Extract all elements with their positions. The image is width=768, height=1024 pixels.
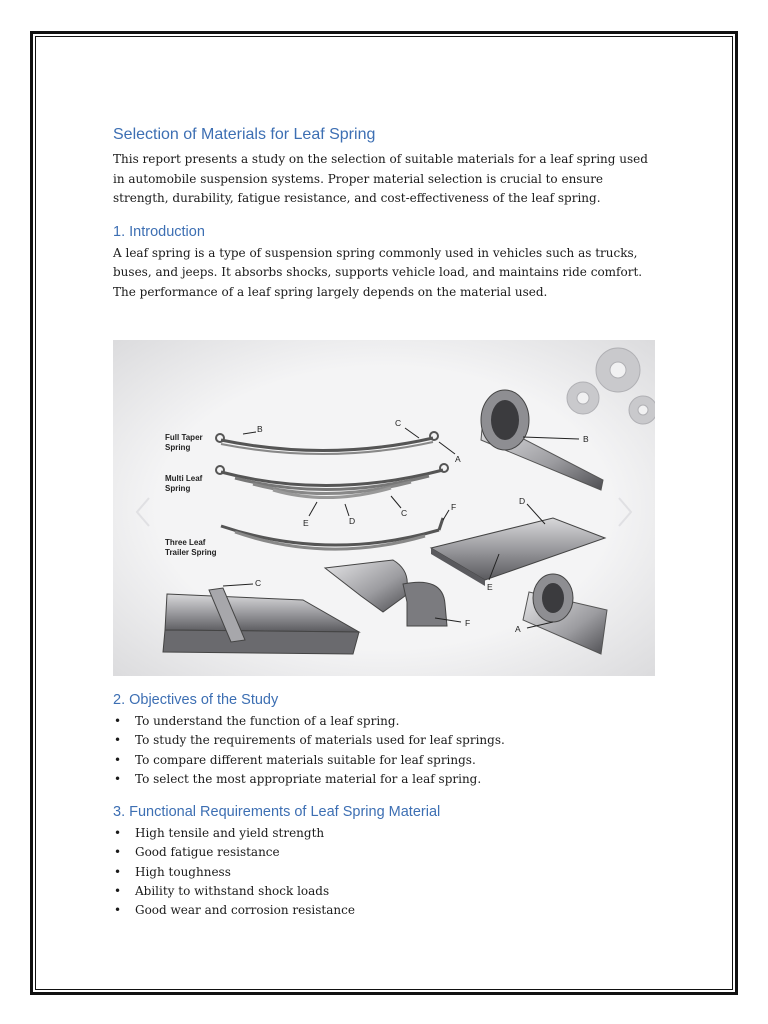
section-heading: 2. Objectives of the Study xyxy=(113,692,279,708)
bullet-icon: • xyxy=(114,752,122,767)
letter-b-1: B xyxy=(257,424,263,434)
leaf-spring-illustration xyxy=(113,340,655,676)
bullet-icon: • xyxy=(114,903,122,918)
list-item-text: To compare different materials suitable for leaf springs. xyxy=(135,752,476,767)
document-body xyxy=(113,124,658,921)
intro-paragraph: This report presents a study on the selection of suitable materials for a leaf spring used in automobile suspension systems. Proper material selection is crucial to ensure strength, durability, fatigue resistance, and cost-effectiveness of the leaf spring. xyxy=(113,152,648,205)
list-item-text: To understand the function of a leaf spring. xyxy=(135,714,400,728)
list-item xyxy=(113,770,658,789)
requirements-list xyxy=(113,824,658,920)
letter-c-2: C xyxy=(401,508,408,518)
objectives-list xyxy=(113,712,658,789)
section-paragraph: A leaf spring is a type of suspension spring commonly used in vehicles such as trucks, buses, and jeeps. It absorbs shocks, supports vehicle load, and maintains ride comfort. The performance of a leaf spring largely depends on the material used. xyxy=(113,245,643,299)
leaf-spring-figure xyxy=(113,340,655,676)
bullet-icon: • xyxy=(114,733,122,748)
letter-d-1: D xyxy=(349,516,356,526)
list-item xyxy=(113,882,658,901)
list-item-text: Ability to withstand shock loads xyxy=(135,884,330,899)
section-introduction xyxy=(113,222,658,303)
list-item-text: To study the requirements of materials used for leaf springs. xyxy=(135,733,505,748)
list-item xyxy=(113,824,658,843)
letter-e-2: E xyxy=(487,582,493,592)
bullet-icon: • xyxy=(114,884,122,899)
list-item xyxy=(113,863,658,882)
label-three-leaf-line2: Trailer Spring xyxy=(165,548,217,557)
bullet-icon: • xyxy=(114,845,122,860)
label-multi-leaf-line1: Multi Leaf xyxy=(165,474,203,483)
list-item xyxy=(113,901,658,920)
section-heading: 1. Introduction xyxy=(113,223,205,240)
letter-a-2: A xyxy=(515,624,521,634)
list-item-text: To select the most appropriate material for a leaf spring. xyxy=(135,771,482,786)
letter-d-2: D xyxy=(519,496,526,506)
list-item xyxy=(113,751,658,770)
bullet-icon: • xyxy=(114,771,122,786)
list-item-text: Good wear and corrosion resistance xyxy=(135,903,355,918)
bullet-icon: • xyxy=(114,826,122,841)
list-item xyxy=(113,731,658,750)
label-full-taper-line2: Spring xyxy=(165,443,191,452)
letter-f-1: F xyxy=(451,502,457,512)
label-three-leaf-line1: Three Leaf xyxy=(165,538,206,547)
section-requirements xyxy=(113,802,658,920)
list-item-text: Good fatigue resistance xyxy=(135,845,280,860)
label-full-taper-line1: Full Taper xyxy=(165,433,203,442)
letter-f-2: F xyxy=(465,618,471,628)
list-item-text: High toughness xyxy=(135,864,231,879)
letter-e-1: E xyxy=(303,518,309,528)
letter-c-1: C xyxy=(395,418,402,428)
bullet-icon: • xyxy=(114,714,122,728)
document-title: Selection of Materials for Leaf Spring xyxy=(113,126,376,143)
letter-a-1: A xyxy=(455,454,461,464)
label-multi-leaf-line2: Spring xyxy=(165,484,191,493)
section-heading: 3. Functional Requirements of Leaf Spring Material xyxy=(113,804,441,821)
letter-c-3: C xyxy=(255,578,262,588)
list-item xyxy=(113,843,658,862)
list-item-text: High tensile and yield strength xyxy=(135,826,325,841)
bullet-icon: • xyxy=(114,864,122,879)
list-item xyxy=(113,712,658,731)
section-objectives xyxy=(113,690,658,789)
letter-b-2: B xyxy=(583,434,589,444)
